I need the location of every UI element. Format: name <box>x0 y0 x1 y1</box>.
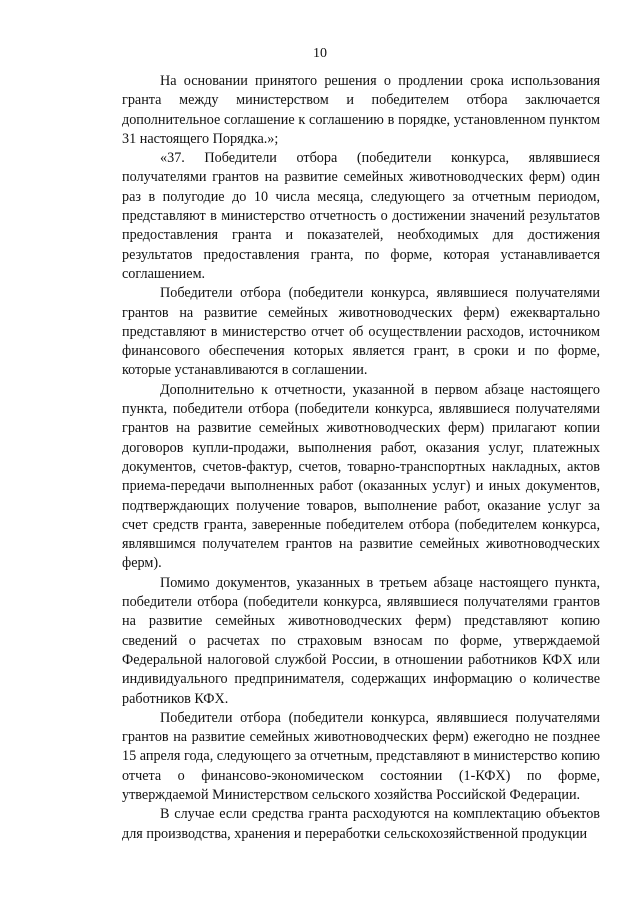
page-number: 10 <box>313 46 327 61</box>
paragraph-quarterly-report: Победители отбора (победители конкурса, являвшиеся получателями грантов на развитие семейных животноводческих ферм) ежеквартально представляют в министерство отчет об осуществлении расходов, источником финансового обеспечения которых является грант, в сроки и по форме, которые устанавливаются в соглашении. <box>122 285 600 379</box>
paragraph-grant-extension: На основании принятого решения о продлении срока использования гранта между министерством и победителем отбора заключается дополнительное соглашение к соглашению в порядке, установленном пунктом 31 настоящего Порядка.»; <box>122 73 600 147</box>
paragraph-insurance-info: Помимо документов, указанных в третьем абзаце настоящего пункта, победители отбора (победители конкурса, являвшиеся получателями грантов на развитие семейных животноводческих ферм) представляют копию сведений о расчетах по страховым взносам по форме, утверждаемой Федеральной налоговой службой России, в отношении работников КФХ или индивидуального предпринимателя, содержащих информацию о количестве работников КФХ. <box>122 574 600 707</box>
paragraph-annual-report: Победители отбора (победители конкурса, являвшиеся получателями грантов на развитие семейных животноводческих ферм) ежегодно не позднее 15 апреля года, следующего за отчетным, представляют в министерство копию отчета о финансово-экономическом состоянии (1-КФХ) по форме, утверждаемой Министерством сельского хозяйства Российской Федерации. <box>122 709 600 803</box>
paragraph-clause-37: «37. Победители отбора (победители конкурса, являвшиеся получателями грантов на развитие семейных животноводческих ферм) один раз в полугодие до 10 числа месяца, следующего за отчетным периодом, представляют в министерство отчетность о достижении значений результатов предоставления гранта и показателей, необходимых для достижения результатов предоставления гранта, по форме, которая устанавливается соглашением. <box>122 150 600 282</box>
paragraph-supporting-documents: Дополнительно к отчетности, указанной в первом абзаце настоящего пункта, победители отбора (победители конкурса, являвшиеся получателями грантов на развитие семейных животноводческих ферм) прилагают копии договоров купли-продажи, выполнения работ, оказания услуг, платежных документов, счетов-фактур, счетов, товарно-транспортных накладных, актов приема-передачи выполненных работ (оказанных услуг) и иных документов, подтверждающих получение товаров, выполнение работ, оказание услуг за счет средств гранта, заверенные победителем отбора (победителем конкурса, являвшимся получателем грантов на развитие семейных животноводческих ферм). <box>122 381 600 572</box>
document-body <box>122 72 600 844</box>
paragraph-grant-spending: В случае если средства гранта расходуются на комплектацию объектов для производства, хранения и переработки сельскохозяйственной продукции <box>122 806 600 842</box>
